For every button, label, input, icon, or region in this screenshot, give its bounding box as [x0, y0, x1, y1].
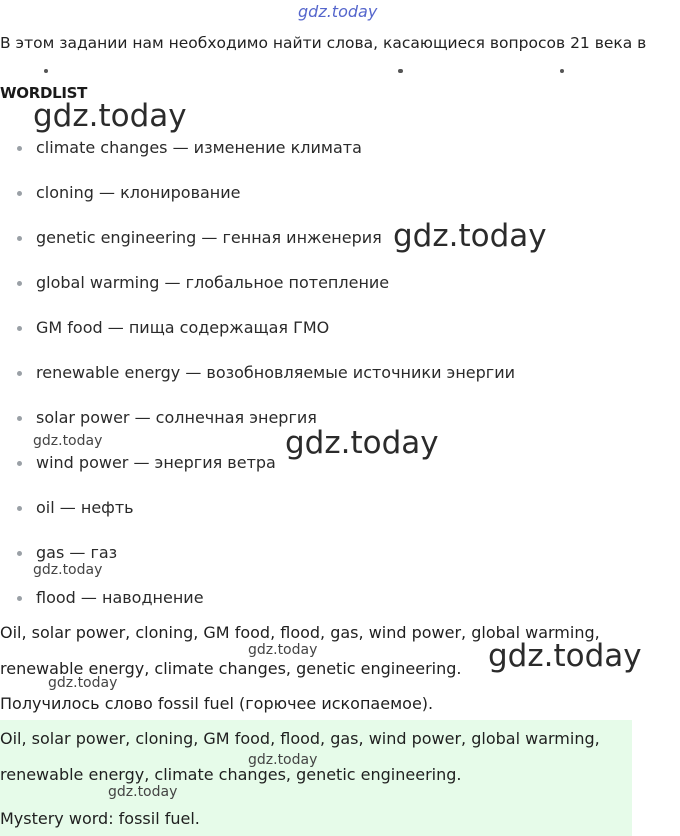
solution-line-2: renewable energy, climate changes, genetic engineering. — [0, 659, 462, 678]
watermark: gdz.today — [33, 98, 187, 134]
watermark: gdz.today — [488, 638, 642, 674]
intro-text: В этом задании нам необходимо найти слова, касающиеся вопросов 21 века в — [0, 34, 647, 52]
bullet-icon — [17, 146, 22, 151]
clipped-text-line — [0, 60, 680, 74]
answer-line-2: renewable energy, climate changes, genetic engineering. — [0, 765, 462, 784]
bullet-icon — [17, 371, 22, 376]
bullet-icon — [17, 236, 22, 241]
watermark: gdz.today — [285, 425, 439, 461]
watermark: gdz.today — [33, 433, 103, 449]
bullet-icon — [17, 506, 22, 511]
watermark: gdz.today — [33, 562, 103, 578]
mystery-word: Mystery word: fossil fuel. — [0, 809, 200, 828]
bullet-icon — [17, 551, 22, 556]
bullet-icon — [17, 416, 22, 421]
answer-line-1: Oil, solar power, cloning, GM food, flood, gas, wind power, global warming, — [0, 729, 600, 748]
watermark: gdz.today — [248, 752, 318, 768]
watermark: gdz.today — [108, 784, 178, 800]
bullet-icon — [17, 326, 22, 331]
watermark: gdz.today — [48, 675, 118, 691]
watermark-top: gdz.today — [298, 2, 378, 21]
watermark: gdz.today — [393, 218, 547, 254]
solution-result: Получилось слово fossil fuel (горючее ископаемое). — [0, 694, 434, 713]
wordlist-heading: WORDLIST — [0, 84, 88, 102]
bullet-icon — [17, 191, 22, 196]
bullet-icon — [17, 461, 22, 466]
watermark: gdz.today — [248, 642, 318, 658]
bullet-icon — [17, 281, 22, 286]
bullet-icon — [17, 596, 22, 601]
solution-line-1: Oil, solar power, cloning, GM food, flood, gas, wind power, global warming, — [0, 623, 600, 642]
